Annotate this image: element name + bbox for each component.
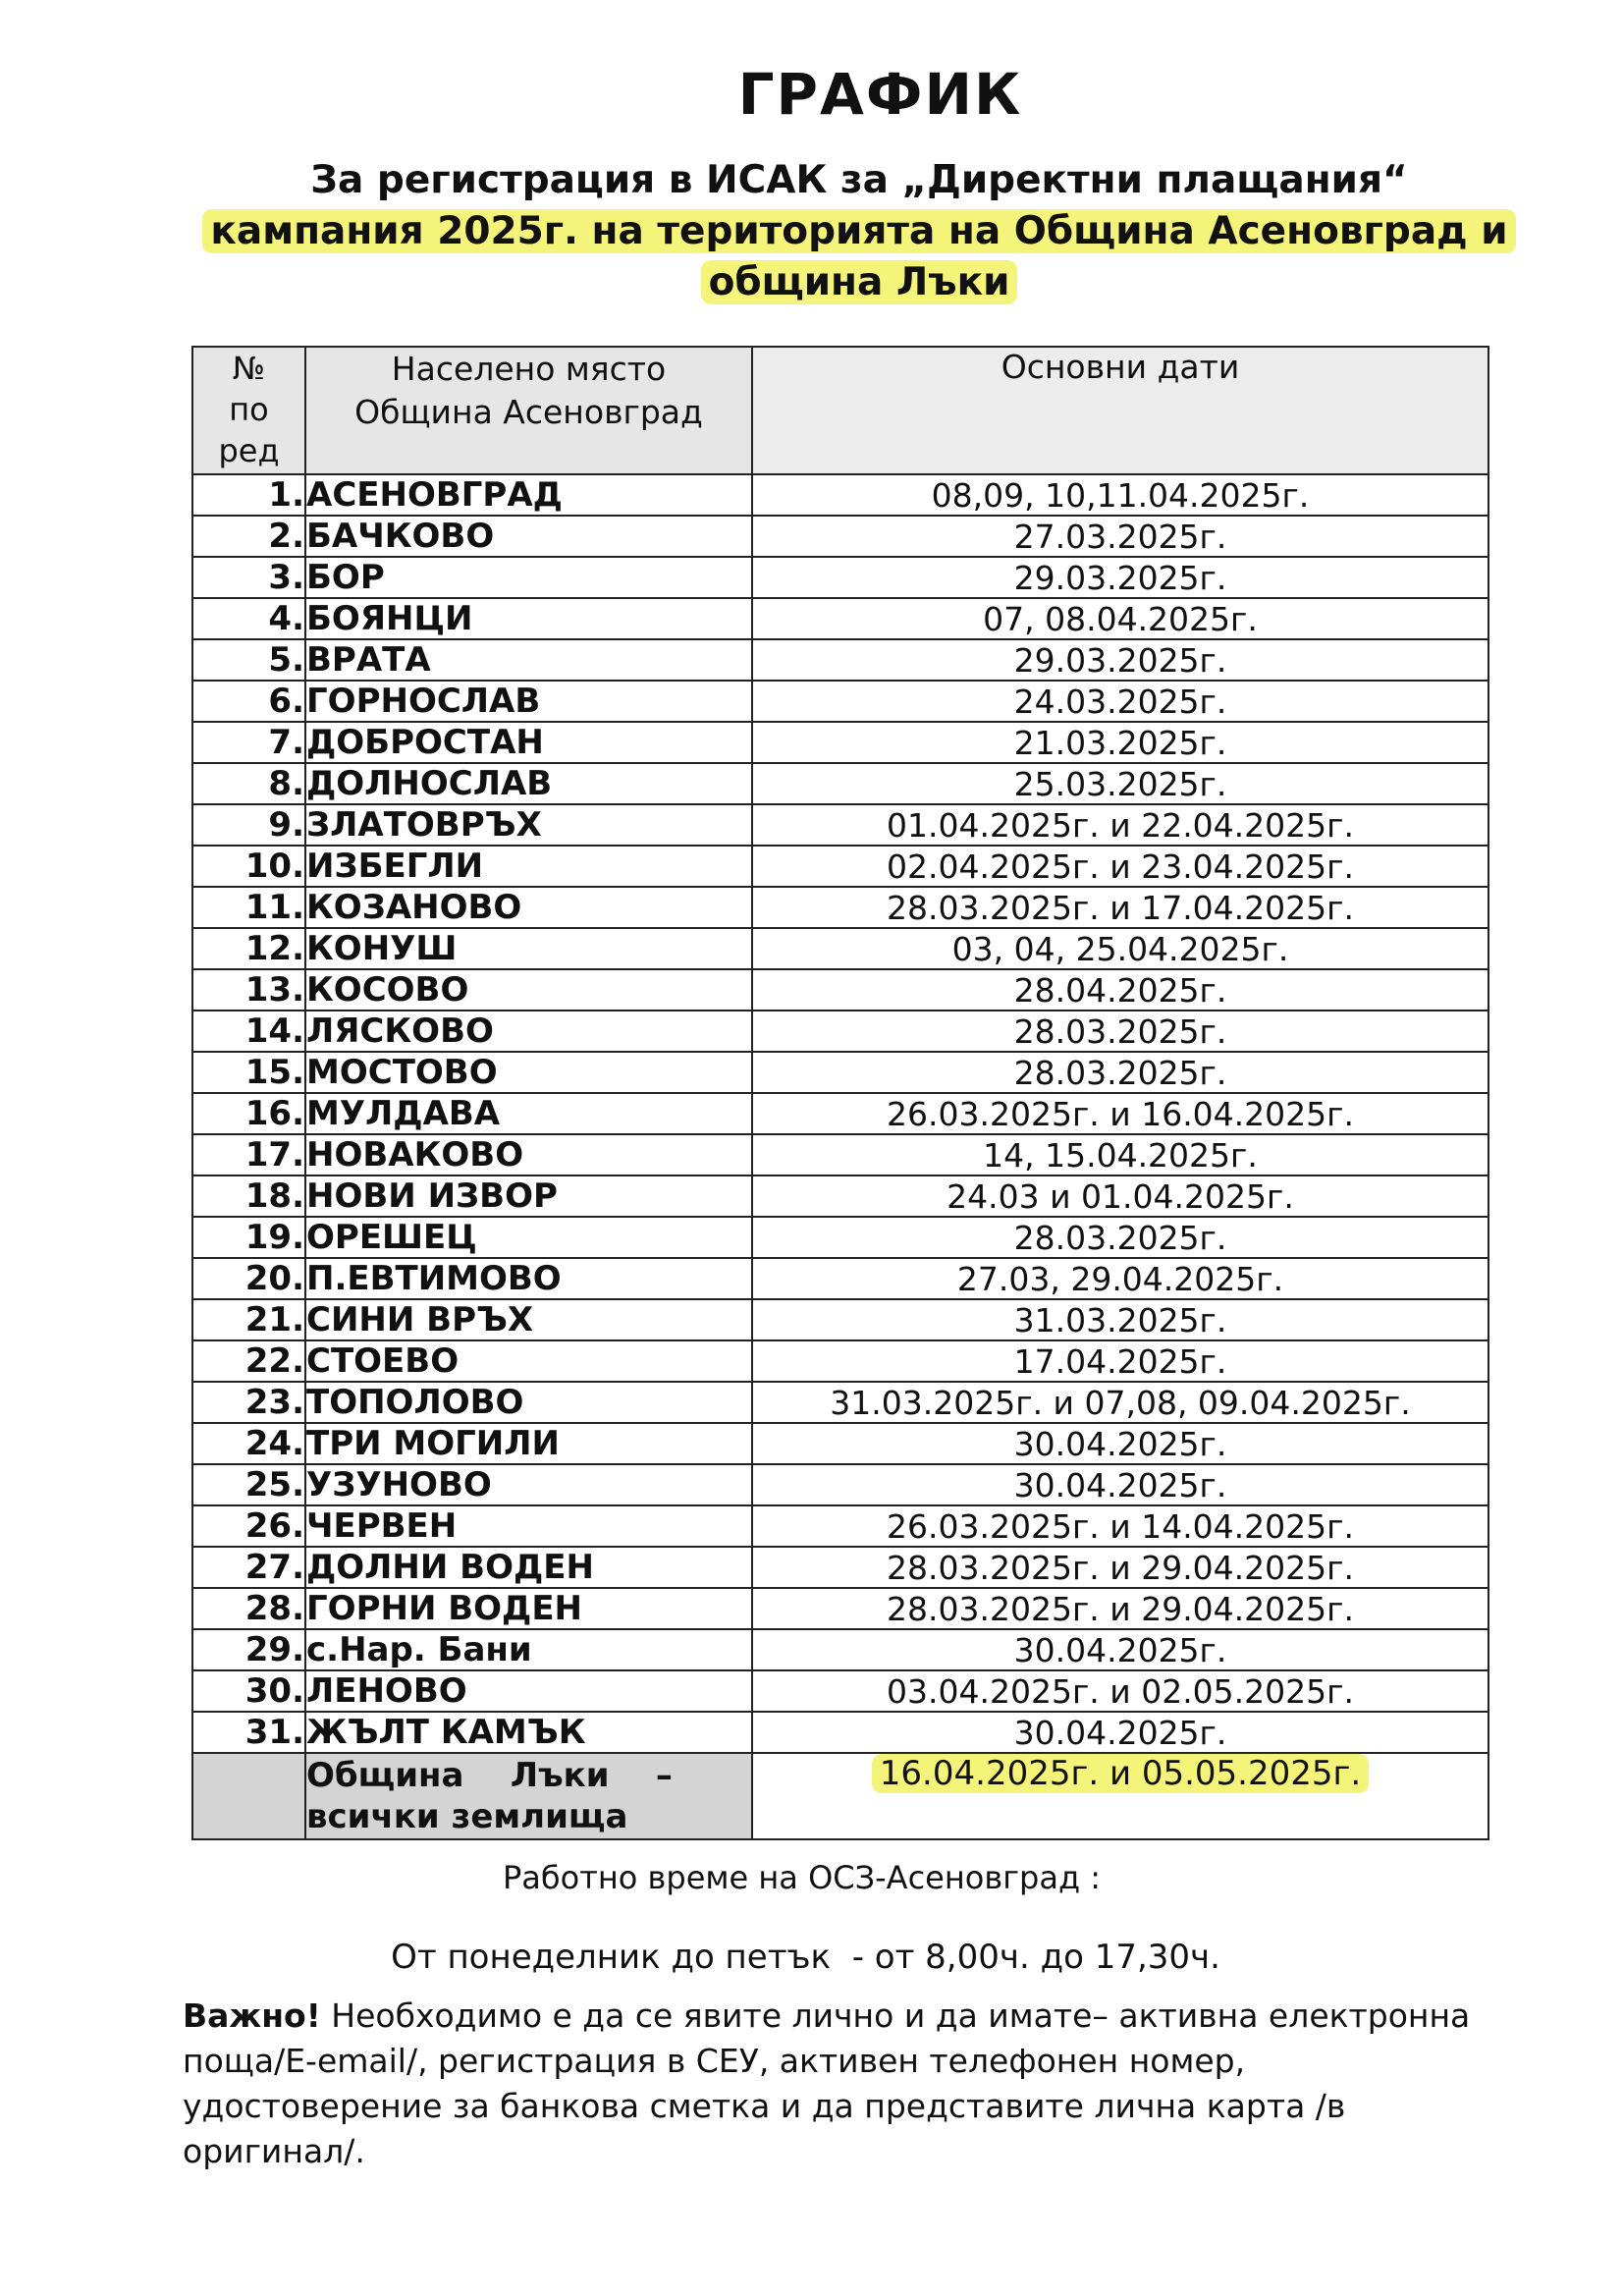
subtitle-line-2-highlight: кампания 2025г. на територията на Община Асеновград и — [202, 209, 1515, 253]
last-row-place-line-1: Община Лъки – — [306, 1756, 673, 1795]
row-dates: 25.03.2025г. — [752, 763, 1488, 804]
table-row — [192, 1423, 1488, 1464]
row-place: БОР — [305, 557, 752, 598]
row-dates: 28.03.2025г. и 29.04.2025г. — [752, 1547, 1488, 1588]
row-number: 8. — [192, 763, 305, 804]
header-dates: Основни дати — [752, 347, 1488, 474]
row-dates: 27.03.2025г. — [752, 516, 1488, 557]
table-header-row — [192, 347, 1488, 474]
row-number: 23. — [192, 1382, 305, 1423]
row-place: ДОБРОСТАН — [305, 722, 752, 763]
row-number: 1. — [192, 474, 305, 516]
table-row — [192, 1258, 1488, 1299]
row-number: 30. — [192, 1670, 305, 1712]
table-row — [192, 1340, 1488, 1382]
table-row — [192, 1505, 1488, 1547]
row-place: АСЕНОВГРАД — [305, 474, 752, 516]
header-place-line-2: Община Асеновград — [354, 393, 703, 431]
row-place: МУЛДАВА — [305, 1093, 752, 1134]
table-row — [192, 557, 1488, 598]
row-dates: 21.03.2025г. — [752, 722, 1488, 763]
row-place: ГОРНОСЛАВ — [305, 681, 752, 722]
row-place: ГОРНИ ВОДЕН — [305, 1588, 752, 1629]
table-row — [192, 474, 1488, 516]
header-number — [192, 347, 305, 474]
row-place: ЛЯСКОВО — [305, 1011, 752, 1052]
row-place: ЖЪЛТ КАМЪК — [305, 1712, 752, 1753]
row-dates: 30.04.2025г. — [752, 1464, 1488, 1505]
table-row — [192, 1670, 1488, 1712]
last-row-place — [305, 1753, 752, 1839]
schedule-table — [191, 346, 1489, 1840]
row-dates: 29.03.2025г. — [752, 557, 1488, 598]
table-row — [192, 1588, 1488, 1629]
subtitle-line-3-highlight: община Лъки — [701, 260, 1018, 304]
row-number: 25. — [192, 1464, 305, 1505]
row-place: БАЧКОВО — [305, 516, 752, 557]
row-dates: 01.04.2025г. и 22.04.2025г. — [752, 804, 1488, 846]
row-place: СИНИ ВРЪХ — [305, 1299, 752, 1340]
row-number: 21. — [192, 1299, 305, 1340]
row-place: ЛЕНОВО — [305, 1670, 752, 1712]
table-row — [192, 1464, 1488, 1505]
row-place: ОРЕШЕЦ — [305, 1217, 752, 1258]
row-place: ВРАТА — [305, 639, 752, 681]
table-row — [192, 804, 1488, 846]
row-place: НОВИ ИЗВОР — [305, 1175, 752, 1217]
row-number: 19. — [192, 1217, 305, 1258]
row-dates: 28.03.2025г. — [752, 1217, 1488, 1258]
row-dates: 03.04.2025г. и 02.05.2025г. — [752, 1670, 1488, 1712]
row-number: 16. — [192, 1093, 305, 1134]
table-row-luki — [192, 1753, 1488, 1839]
row-number: 12. — [192, 928, 305, 969]
table-row — [192, 639, 1488, 681]
table-body — [192, 474, 1488, 1753]
row-number: 24. — [192, 1423, 305, 1464]
table-row — [192, 1217, 1488, 1258]
table-row — [192, 887, 1488, 928]
subtitle-line-1: За регистрация в ИСАК за „Директни плащания“ — [310, 158, 1408, 202]
row-dates: 07, 08.04.2025г. — [752, 598, 1488, 639]
row-dates: 24.03 и 01.04.2025г. — [752, 1175, 1488, 1217]
row-number: 6. — [192, 681, 305, 722]
table-row — [192, 516, 1488, 557]
row-dates: 26.03.2025г. и 16.04.2025г. — [752, 1093, 1488, 1134]
table-row — [192, 1052, 1488, 1093]
table-row — [192, 1629, 1488, 1670]
row-dates: 24.03.2025г. — [752, 681, 1488, 722]
row-dates: 26.03.2025г. и 14.04.2025г. — [752, 1505, 1488, 1547]
row-number: 26. — [192, 1505, 305, 1547]
row-number: 9. — [192, 804, 305, 846]
last-row-place-line-2: всички землища — [306, 1797, 628, 1836]
table-row — [192, 846, 1488, 887]
row-dates: 28.03.2025г. — [752, 1011, 1488, 1052]
last-row-dates — [752, 1753, 1488, 1839]
row-dates: 27.03, 29.04.2025г. — [752, 1258, 1488, 1299]
subtitle-line-3 — [167, 257, 1551, 308]
row-dates: 29.03.2025г. — [752, 639, 1488, 681]
row-number: 13. — [192, 969, 305, 1011]
table-row — [192, 1712, 1488, 1753]
row-dates: 28.03.2025г. и 17.04.2025г. — [752, 887, 1488, 928]
table-row — [192, 1134, 1488, 1175]
table-row — [192, 969, 1488, 1011]
row-place: УЗУНОВО — [305, 1464, 752, 1505]
row-dates: 30.04.2025г. — [752, 1629, 1488, 1670]
row-dates: 02.04.2025г. и 23.04.2025г. — [752, 846, 1488, 887]
work-hours: От понеделник до петък - от 8,00ч. до 17,30ч. — [391, 1938, 1220, 1977]
row-number: 3. — [192, 557, 305, 598]
row-dates: 28.04.2025г. — [752, 969, 1488, 1011]
row-dates: 28.03.2025г. и 29.04.2025г. — [752, 1588, 1488, 1629]
row-number: 2. — [192, 516, 305, 557]
row-place: КОЗАНОВО — [305, 887, 752, 928]
row-dates: 03, 04, 25.04.2025г. — [752, 928, 1488, 969]
row-number: 10. — [192, 846, 305, 887]
work-time-label: Работно време на ОСЗ-Асеновград : — [502, 1859, 1102, 1896]
header-place — [305, 347, 752, 474]
document-title: ГРАФИК — [737, 61, 1023, 128]
note-text: Необходимо е да се явите лично и да имате– активна електронна поща/E-email/, регистрация в СЕУ, активен телефонен номер, удостоверение за банкова сметка и да представите лична карта /в оригинал/. — [183, 1996, 1471, 2170]
row-number: 29. — [192, 1629, 305, 1670]
document-subtitle — [167, 155, 1551, 308]
row-number: 4. — [192, 598, 305, 639]
header-number-line-1: № — [232, 350, 266, 387]
header-place-line-1: Населено място — [391, 350, 667, 388]
row-number: 28. — [192, 1588, 305, 1629]
row-dates: 28.03.2025г. — [752, 1052, 1488, 1093]
header-number-line-3: ред — [218, 432, 280, 469]
last-row-dates-highlight: 16.04.2025г. и 05.05.2025г. — [872, 1754, 1369, 1793]
row-number: 22. — [192, 1340, 305, 1382]
row-number: 17. — [192, 1134, 305, 1175]
row-place: ТРИ МОГИЛИ — [305, 1423, 752, 1464]
row-dates: 14, 15.04.2025г. — [752, 1134, 1488, 1175]
row-number: 20. — [192, 1258, 305, 1299]
row-dates: 08,09, 10,11.04.2025г. — [752, 474, 1488, 516]
table-row — [192, 1093, 1488, 1134]
table-row — [192, 681, 1488, 722]
row-place: БОЯНЦИ — [305, 598, 752, 639]
row-place: МОСТОВО — [305, 1052, 752, 1093]
row-place: с.Нар. Бани — [305, 1629, 752, 1670]
header-number-line-2: по — [229, 391, 269, 428]
row-number: 11. — [192, 887, 305, 928]
row-number: 14. — [192, 1011, 305, 1052]
row-number: 27. — [192, 1547, 305, 1588]
table-row — [192, 1175, 1488, 1217]
subtitle-line-2 — [167, 206, 1551, 257]
row-place: ДОЛНОСЛАВ — [305, 763, 752, 804]
row-number: 5. — [192, 639, 305, 681]
row-place: НОВАКОВО — [305, 1134, 752, 1175]
table-row — [192, 722, 1488, 763]
row-number: 7. — [192, 722, 305, 763]
row-place: СТОЕВО — [305, 1340, 752, 1382]
row-dates: 30.04.2025г. — [752, 1423, 1488, 1464]
row-dates: 31.03.2025г. и 07,08, 09.04.2025г. — [752, 1382, 1488, 1423]
note-label: Важно! — [183, 1996, 321, 2035]
row-dates: 31.03.2025г. — [752, 1299, 1488, 1340]
row-place: ИЗБЕГЛИ — [305, 846, 752, 887]
important-note — [183, 1994, 1488, 2174]
row-number: 18. — [192, 1175, 305, 1217]
table-row — [192, 928, 1488, 969]
row-place: КОНУШ — [305, 928, 752, 969]
table-row — [192, 598, 1488, 639]
table-row — [192, 1299, 1488, 1340]
table-row — [192, 1547, 1488, 1588]
row-place: ЧЕРВЕН — [305, 1505, 752, 1547]
table-row — [192, 1382, 1488, 1423]
table-row — [192, 763, 1488, 804]
row-place: П.ЕВТИМОВО — [305, 1258, 752, 1299]
row-place: ЗЛАТОВРЪХ — [305, 804, 752, 846]
last-row-number-cell — [192, 1753, 305, 1839]
row-dates: 17.04.2025г. — [752, 1340, 1488, 1382]
row-number: 31. — [192, 1712, 305, 1753]
table-row — [192, 1011, 1488, 1052]
row-place: ДОЛНИ ВОДЕН — [305, 1547, 752, 1588]
row-number: 15. — [192, 1052, 305, 1093]
row-place: ТОПОЛОВО — [305, 1382, 752, 1423]
row-place: КОСОВО — [305, 969, 752, 1011]
row-dates: 30.04.2025г. — [752, 1712, 1488, 1753]
